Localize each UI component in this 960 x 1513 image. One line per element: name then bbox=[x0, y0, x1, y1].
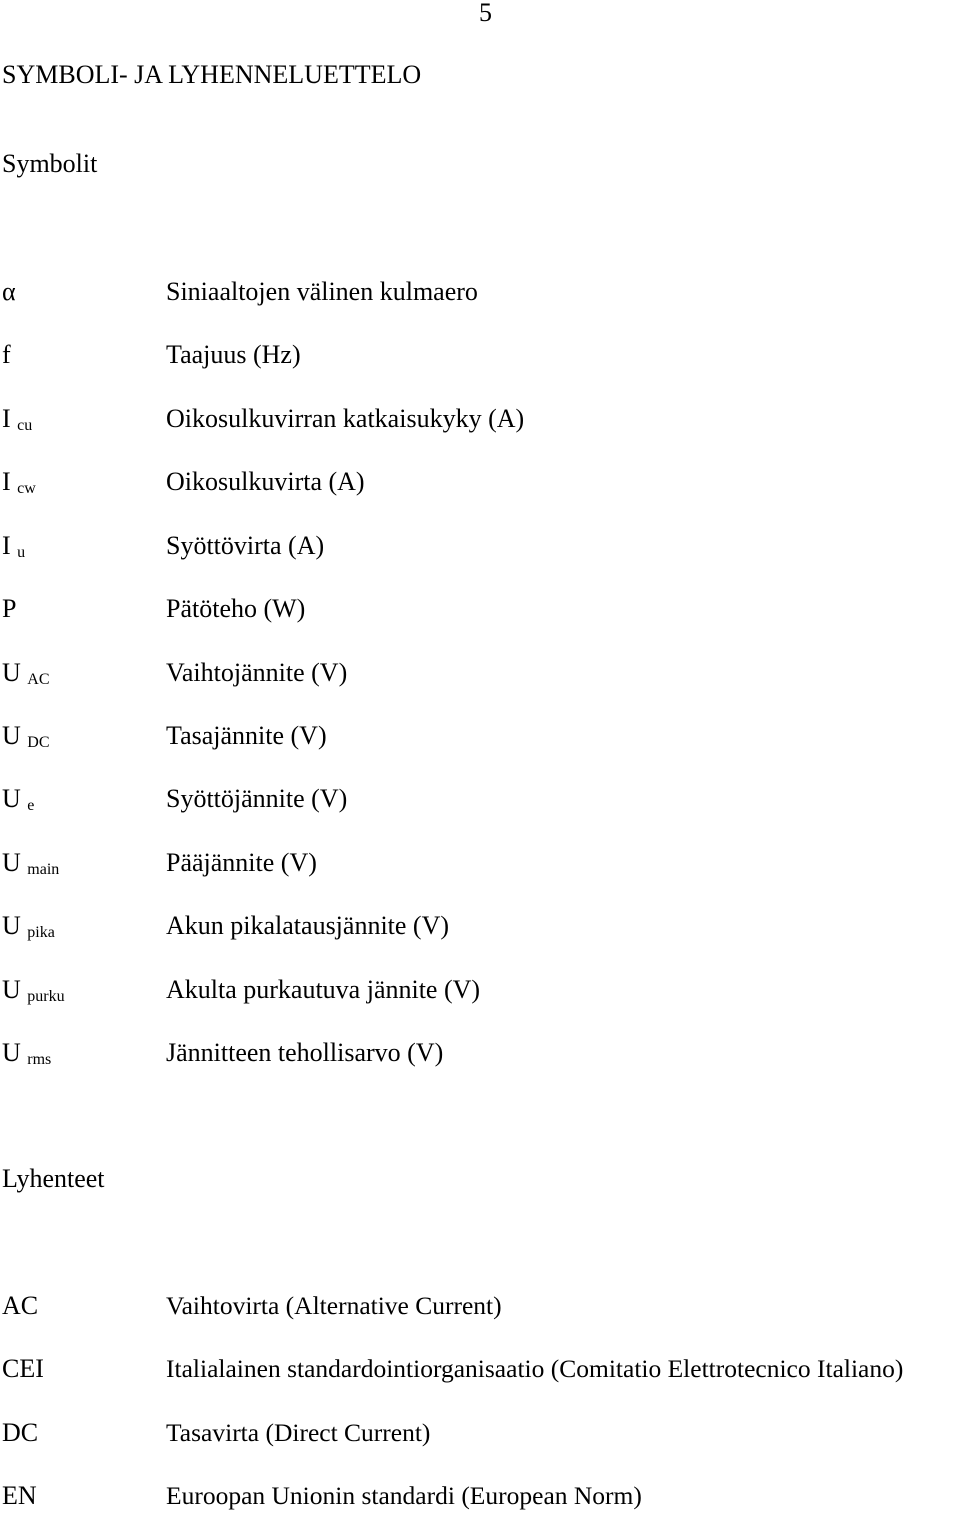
abbreviations-heading: Lyhenteet bbox=[2, 1164, 105, 1193]
symbol-description: Oikosulkuvirran katkaisukyky (A) bbox=[166, 404, 525, 433]
symbol-description: Syöttövirta (A) bbox=[166, 531, 325, 560]
page-number: 5 bbox=[479, 0, 492, 27]
symbol-term: U $_{AC}$ bbox=[2, 658, 50, 688]
symbol-row bbox=[0, 782, 960, 816]
symbol-description: Jännitteen tehollisarvo (V) bbox=[166, 1038, 444, 1067]
symbol-row bbox=[0, 719, 960, 753]
abbreviation-term: AC bbox=[2, 1291, 39, 1320]
symbols-heading: Symbolit bbox=[2, 149, 98, 178]
symbol-row bbox=[0, 275, 960, 309]
abbreviation-description: Vaihtovirta (Alternative Current) bbox=[166, 1291, 502, 1320]
symbol-term: I $_{cu}$ bbox=[2, 404, 33, 434]
symbol-row bbox=[0, 1036, 960, 1070]
symbol-term: I $_u$ bbox=[2, 531, 26, 561]
symbol-row bbox=[0, 338, 960, 372]
symbol-row bbox=[0, 592, 960, 626]
abbreviation-description: Euroopan Unionin standardi (European Norm) bbox=[166, 1481, 642, 1510]
abbreviation-description: Tasavirta (Direct Current) bbox=[166, 1418, 431, 1447]
symbol-description: Oikosulkuvirta (A) bbox=[166, 467, 365, 496]
symbol-term: U $_e$ bbox=[2, 784, 35, 814]
symbol-row bbox=[0, 909, 960, 943]
symbol-term: α bbox=[2, 277, 16, 306]
page-title: SYMBOLI- JA LYHENNELUETTELO bbox=[2, 60, 422, 89]
symbol-description: Pätöteho (W) bbox=[166, 594, 306, 623]
symbol-term: U $_{main}$ bbox=[2, 848, 60, 878]
symbol-term: P bbox=[2, 594, 17, 623]
symbol-row bbox=[0, 529, 960, 563]
symbol-row bbox=[0, 465, 960, 499]
symbol-term: U $_{purku}$ bbox=[2, 975, 65, 1005]
symbol-description: Tasajännite (V) bbox=[166, 721, 327, 750]
symbol-description: Taajuus (Hz) bbox=[166, 340, 301, 369]
abbreviation-description: Italialainen standardointiorganisaatio (Comitatio Elettrotecnico Italiano) bbox=[166, 1354, 904, 1383]
symbol-row bbox=[0, 846, 960, 880]
symbol-term: U $_{DC}$ bbox=[2, 721, 50, 751]
abbreviation-row bbox=[0, 1416, 960, 1450]
symbol-term: I $_{cw}$ bbox=[2, 467, 36, 497]
symbol-description: Vaihtojännite (V) bbox=[166, 658, 348, 687]
symbol-row bbox=[0, 973, 960, 1007]
abbreviation-row bbox=[0, 1352, 960, 1386]
symbol-term: U $_{pika}$ bbox=[2, 911, 55, 941]
symbol-row bbox=[0, 402, 960, 436]
symbol-description: Siniaaltojen välinen kulmaero bbox=[166, 277, 478, 306]
symbol-description: Akulta purkautuva jännite (V) bbox=[166, 975, 481, 1004]
symbol-description: Syöttöjännite (V) bbox=[166, 784, 348, 813]
symbol-term: f bbox=[2, 340, 11, 369]
abbreviation-row bbox=[0, 1289, 960, 1323]
abbreviation-term: CEI bbox=[2, 1354, 44, 1383]
symbol-row bbox=[0, 656, 960, 690]
symbol-description: Pääjännite (V) bbox=[166, 848, 317, 877]
abbreviation-term: DC bbox=[2, 1418, 39, 1447]
symbol-term: U $_{rms}$ bbox=[2, 1038, 52, 1068]
abbreviation-term: EN bbox=[2, 1481, 37, 1510]
abbreviation-row bbox=[0, 1479, 960, 1513]
symbol-description: Akun pikalatausjännite (V) bbox=[166, 911, 450, 940]
